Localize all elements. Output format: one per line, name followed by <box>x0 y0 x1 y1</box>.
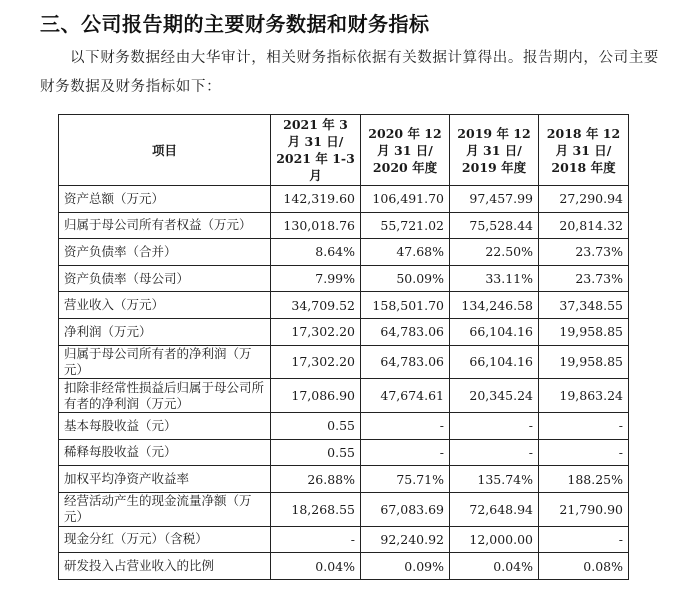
table-cell: 134,246.58 <box>450 292 539 319</box>
table-cell: 106,491.70 <box>361 186 450 213</box>
table-cell: - <box>361 439 450 466</box>
table-cell: 130,018.76 <box>271 212 361 239</box>
table-cell: 17,302.20 <box>271 345 361 379</box>
row-label: 资产负债率（合并） <box>59 239 271 266</box>
table-row <box>59 466 629 493</box>
financial-data-table <box>58 114 629 580</box>
table-header-row <box>59 115 629 186</box>
table-cell: 64,783.06 <box>361 345 450 379</box>
table-cell: 18,268.55 <box>271 492 361 526</box>
table-cell: - <box>361 413 450 440</box>
table-row <box>59 439 629 466</box>
table-cell: 50.09% <box>361 265 450 292</box>
row-label: 资产负债率（母公司） <box>59 265 271 292</box>
table-cell: 66,104.16 <box>450 318 539 345</box>
table-cell: 47.68% <box>361 239 450 266</box>
table-cell: 0.04% <box>450 553 539 580</box>
table-cell: - <box>450 413 539 440</box>
row-label: 加权平均净资产收益率 <box>59 466 271 493</box>
row-label: 基本每股收益（元） <box>59 413 271 440</box>
row-label: 稀释每股收益（元） <box>59 439 271 466</box>
table-cell: 23.73% <box>539 239 629 266</box>
table-row <box>59 239 629 266</box>
intro-paragraph: 以下财务数据经由大华审计，相关财务指标依据有关数据计算得出。报告期内，公司主要财务数据及财务指标如下： <box>40 50 659 95</box>
table-cell: 27,290.94 <box>539 186 629 213</box>
table-cell: 0.55 <box>271 439 361 466</box>
table-cell: 17,086.90 <box>271 379 361 413</box>
table-cell: 188.25% <box>539 466 629 493</box>
table-cell: 19,958.85 <box>539 345 629 379</box>
table-row <box>59 379 629 413</box>
table-cell: 55,721.02 <box>361 212 450 239</box>
column-header: 2020 年 12 月 31 日/ 2020 年度 <box>361 115 450 186</box>
row-label: 净利润（万元） <box>59 318 271 345</box>
column-header: 2019 年 12 月 31 日/ 2019 年度 <box>450 115 539 186</box>
row-label: 研发投入占营业收入的比例 <box>59 553 271 580</box>
table-cell: 135.74% <box>450 466 539 493</box>
table-row <box>59 265 629 292</box>
row-label: 经营活动产生的现金流量净额（万元） <box>59 492 271 526</box>
row-label: 资产总额（万元） <box>59 186 271 213</box>
table-cell: 20,345.24 <box>450 379 539 413</box>
table-cell: 26.88% <box>271 466 361 493</box>
table-row <box>59 526 629 553</box>
table-cell: 23.73% <box>539 265 629 292</box>
table-cell: 33.11% <box>450 265 539 292</box>
table-cell: 92,240.92 <box>361 526 450 553</box>
table-cell: 75.71% <box>361 466 450 493</box>
table-cell: 0.09% <box>361 553 450 580</box>
table-cell: - <box>539 439 629 466</box>
table-cell: 7.99% <box>271 265 361 292</box>
table-cell: 64,783.06 <box>361 318 450 345</box>
table-cell: 0.55 <box>271 413 361 440</box>
table-cell: 34,709.52 <box>271 292 361 319</box>
table-row <box>59 186 629 213</box>
table-cell: 20,814.32 <box>539 212 629 239</box>
table-cell: - <box>539 413 629 440</box>
table-cell: 0.04% <box>271 553 361 580</box>
table-cell: 12,000.00 <box>450 526 539 553</box>
table-cell: 37,348.55 <box>539 292 629 319</box>
column-header: 2018 年 12 月 31 日/ 2018 年度 <box>539 115 629 186</box>
table-row <box>59 292 629 319</box>
table-cell: 158,501.70 <box>361 292 450 319</box>
table-cell: 75,528.44 <box>450 212 539 239</box>
row-label: 营业收入（万元） <box>59 292 271 319</box>
table-row <box>59 413 629 440</box>
table-cell: 17,302.20 <box>271 318 361 345</box>
table-cell: - <box>450 439 539 466</box>
table-cell: 142,319.60 <box>271 186 361 213</box>
table-cell: 97,457.99 <box>450 186 539 213</box>
table-row <box>59 553 629 580</box>
table-cell: 47,674.61 <box>361 379 450 413</box>
table-row <box>59 345 629 379</box>
table-cell: 67,083.69 <box>361 492 450 526</box>
table-cell: 19,863.24 <box>539 379 629 413</box>
table-cell: 72,648.94 <box>450 492 539 526</box>
row-label: 归属于母公司所有者权益（万元） <box>59 212 271 239</box>
column-header: 项目 <box>59 115 271 186</box>
table-cell: 21,790.90 <box>539 492 629 526</box>
table-cell: - <box>271 526 361 553</box>
table-cell: - <box>539 526 629 553</box>
row-label: 归属于母公司所有者的净利润（万元） <box>59 345 271 379</box>
row-label: 扣除非经常性损益后归属于母公司所有者的净利润（万元） <box>59 379 271 413</box>
table-cell: 19,958.85 <box>539 318 629 345</box>
table-row <box>59 212 629 239</box>
section-heading: 三、公司报告期的主要财务数据和财务指标 <box>40 12 430 36</box>
table-cell: 0.08% <box>539 553 629 580</box>
table-row <box>59 318 629 345</box>
column-header: 2021 年 3 月 31 日/ 2021 年 1-3 月 <box>271 115 361 186</box>
table-cell: 8.64% <box>271 239 361 266</box>
row-label: 现金分红（万元）（含税） <box>59 526 271 553</box>
table-row <box>59 492 629 526</box>
table-cell: 22.50% <box>450 239 539 266</box>
table-cell: 66,104.16 <box>450 345 539 379</box>
